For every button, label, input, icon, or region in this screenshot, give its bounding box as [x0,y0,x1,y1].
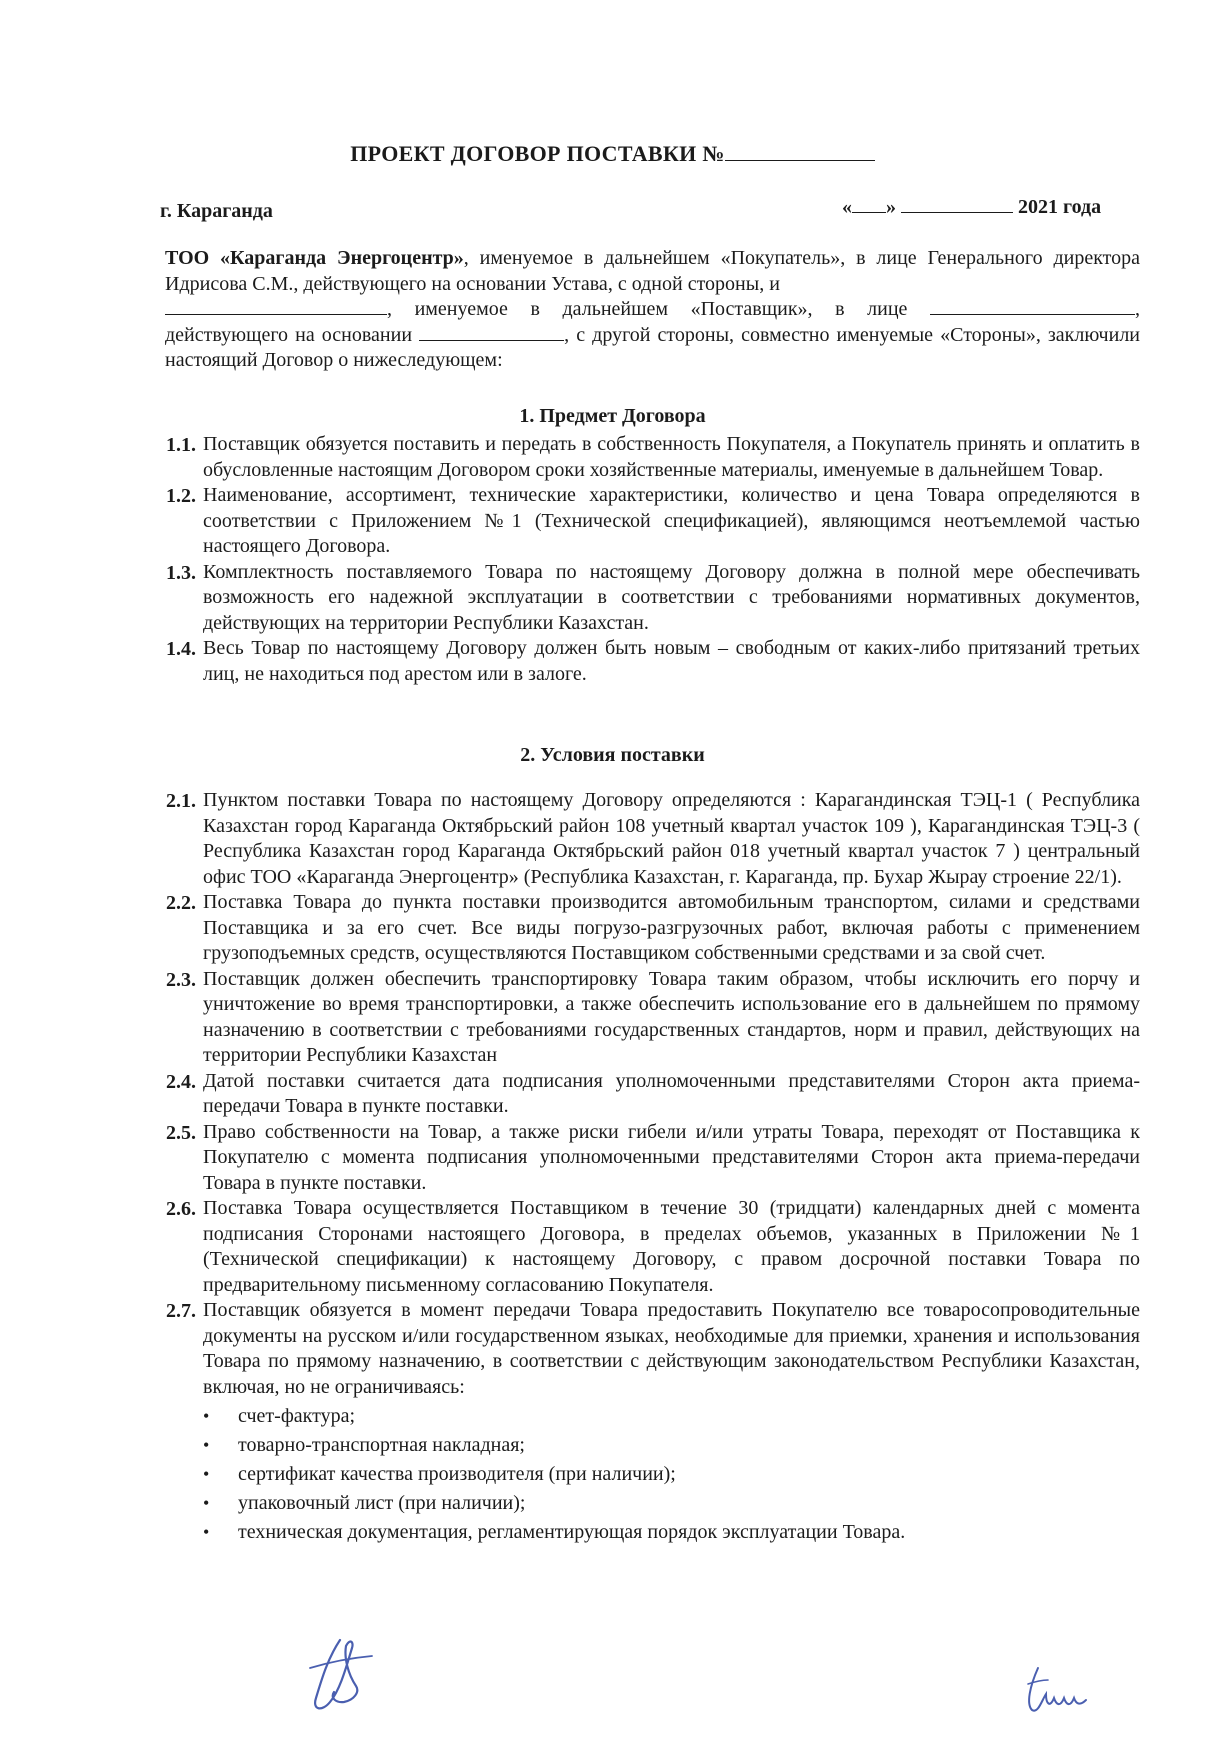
clause-number: 1.2. [166,485,196,507]
section-1-items [150,432,1140,687]
clause-text: Поставщик обязуется поставить и передать в собственность Покупателя, а Покупатель принять и оплатить в обусловленные настоящим Договором сроки хозяйственные материалы, именуемые в дальнейшем Товар. [203,433,1140,481]
clause-text: Пунктом поставки Товара по настоящему Договору определяются : Карагандинская ТЭЦ-1 ( Республика Казахстан город Караганда Октябрьский район 108 учетный квартал участок 109 ), Карагандинская ТЭЦ-3 ( Республика Казахстан город Караганда Октябрьский район 018 учетный квартал участок 7 ) центральный офис ТОО «Караганда Энергоцентр» (Республика Казахстан, г. Караганда, пр. Бухар Жырау строение 22/1). [203,789,1140,888]
clause-number: 2.7. [166,1300,196,1322]
clause-text: Поставка Товара осуществляется Поставщиком в течение 30 (тридцати) календарных дней с момента подписания Сторонами настоящего Договора, в пределах объемов, указанных в Приложении №1 (Технической спецификации) к настоящему Договору, с правом досрочной поставки Товара по предварительному письменному согласованию Покупателя. [203,1197,1140,1296]
clause-item [150,1120,1140,1197]
contract-date [842,196,1101,219]
date-year: 2021 года [1018,196,1102,218]
city-label: г. Караганда [160,200,273,222]
list-item: • сертификат качества производителя (при наличии); [203,1460,1140,1489]
preamble-text-4: , с другой стороны, совместно именуемые «Стороны», заключили настоящий Договор о нижеследующем: [165,323,1140,371]
clause-text: Весь Товар по настоящему Договору должен быть новым – свободным от каких-либо притязаний третьих лиц, не находиться под арестом или в залоге. [203,637,1140,685]
list-item: • упаковочный лист (при наличии); [203,1489,1140,1518]
title-text: ПРОЕКТ ДОГОВОР ПОСТАВКИ № [350,141,725,166]
preamble-text-3: , действующего на основании [165,298,1140,346]
clause-item [150,636,1140,687]
section-2-items [150,788,1140,1547]
clause-text: Комплектность поставляемого Товара по настоящему Договору должна в полной мере обеспечивать возможность его надежной эксплуатации в соответствии с требованиями нормативных документов, действующих на территории Республики Казахстан. [203,560,1140,634]
clause-number: 1.4. [166,638,196,660]
month-blank [901,196,1013,213]
clause-number: 2.4. [166,1070,196,1093]
preamble-text-1: , именуемое в дальнейшем «Покупатель», в лице Генерального директора Идрисова С.М., действующего на основании Устава, с одной стороны, и [165,247,1141,295]
date-open-quote: « [842,196,852,218]
clause-number: 2.1. [166,790,196,812]
clause-text: Наименование, ассортимент, технические характеристики, количество и цена Товара определяются в соответствии с Приложением №1 (Технической спецификацией), являющимся неотъемлемой частью настоящего Договора. [203,484,1140,557]
supplier-representative-blank [930,298,1135,315]
clause-item [150,788,1140,890]
date-close-quote: » [886,196,896,218]
section-2-heading: 2. Условия поставки [520,744,705,766]
clause-item [150,1298,1140,1400]
preamble-paragraph [165,246,1140,374]
clause-text: Поставщик должен обеспечить транспортировку Товара таким образом, чтобы исключить его порчу и уничтожение во время транспортировки, а также обеспечить использование его в дальнейшем по прямому назначению в соответствии с требованиями государственных стандартов, норм и правил, действующих на территории Республики Казахстан [203,967,1140,1066]
clause-item [150,1196,1140,1298]
list-item: • счет-фактура; [203,1402,1140,1431]
clause-number: 2.3. [166,968,196,991]
buyer-company-name: ТОО «Караганда Энергоцентр» [165,247,464,269]
document-title [0,141,1225,167]
clause-number: 1.3. [166,561,196,584]
supplier-basis-blank [419,324,564,341]
clause-item [150,432,1140,483]
clause-item [150,560,1140,637]
clause-item [150,483,1140,560]
supplier-name-blank [165,298,387,315]
clause-number: 1.1. [166,434,196,456]
clause-text: Датой поставки считается дата подписания уполномоченными представителями Сторон акта приема-передачи Товара в пункте поставки. [203,1069,1140,1117]
buyer-signature [300,1628,390,1718]
clause-text: Поставка Товара до пункта поставки производится автомобильным транспортом, силами и средствами Поставщика и за его счет. Все виды погрузо-разгрузочных работ, включая работы с применением грузоподъемных средств, осуществляются Поставщиком собственными средствами и за свой счет. [203,891,1140,964]
documents-list [150,1402,1140,1547]
clause-item [150,1069,1140,1120]
clause-item [150,890,1140,967]
clause-text: Поставщик обязуется в момент передачи Товара предоставить Покупателю все товаросопроводительные документы на русском и/или государственном языках, необходимые для приемки, хранения и использования Товара по прямому назначению, в соответствии с действующим законодательством Республики Казахстан, включая, но не ограничиваясь: [203,1299,1140,1398]
clause-item [150,967,1140,1069]
day-blank [852,196,886,213]
section-1-heading: 1. Предмет Договора [519,405,706,427]
preamble-text-2: , именуемое в дальнейшем «Поставщик», в лице [387,298,930,320]
supplier-signature [1020,1660,1100,1720]
clause-number: 2.2. [166,892,196,914]
clause-text: Право собственности на Товар, а также риски гибели и/или утраты Товара, переходят от Поставщика к Покупателю с момента подписания уполномоченными представителями Сторон акта приема-передачи Товара в пункте поставки. [203,1120,1140,1194]
clause-number: 2.5. [166,1121,196,1144]
list-item: • техническая документация, регламентирующая порядок эксплуатации Товара. [203,1518,1140,1547]
clause-number: 2.6. [166,1198,196,1220]
list-item: • товарно-транспортная накладная; [203,1431,1140,1460]
contract-number-blank [725,142,875,161]
